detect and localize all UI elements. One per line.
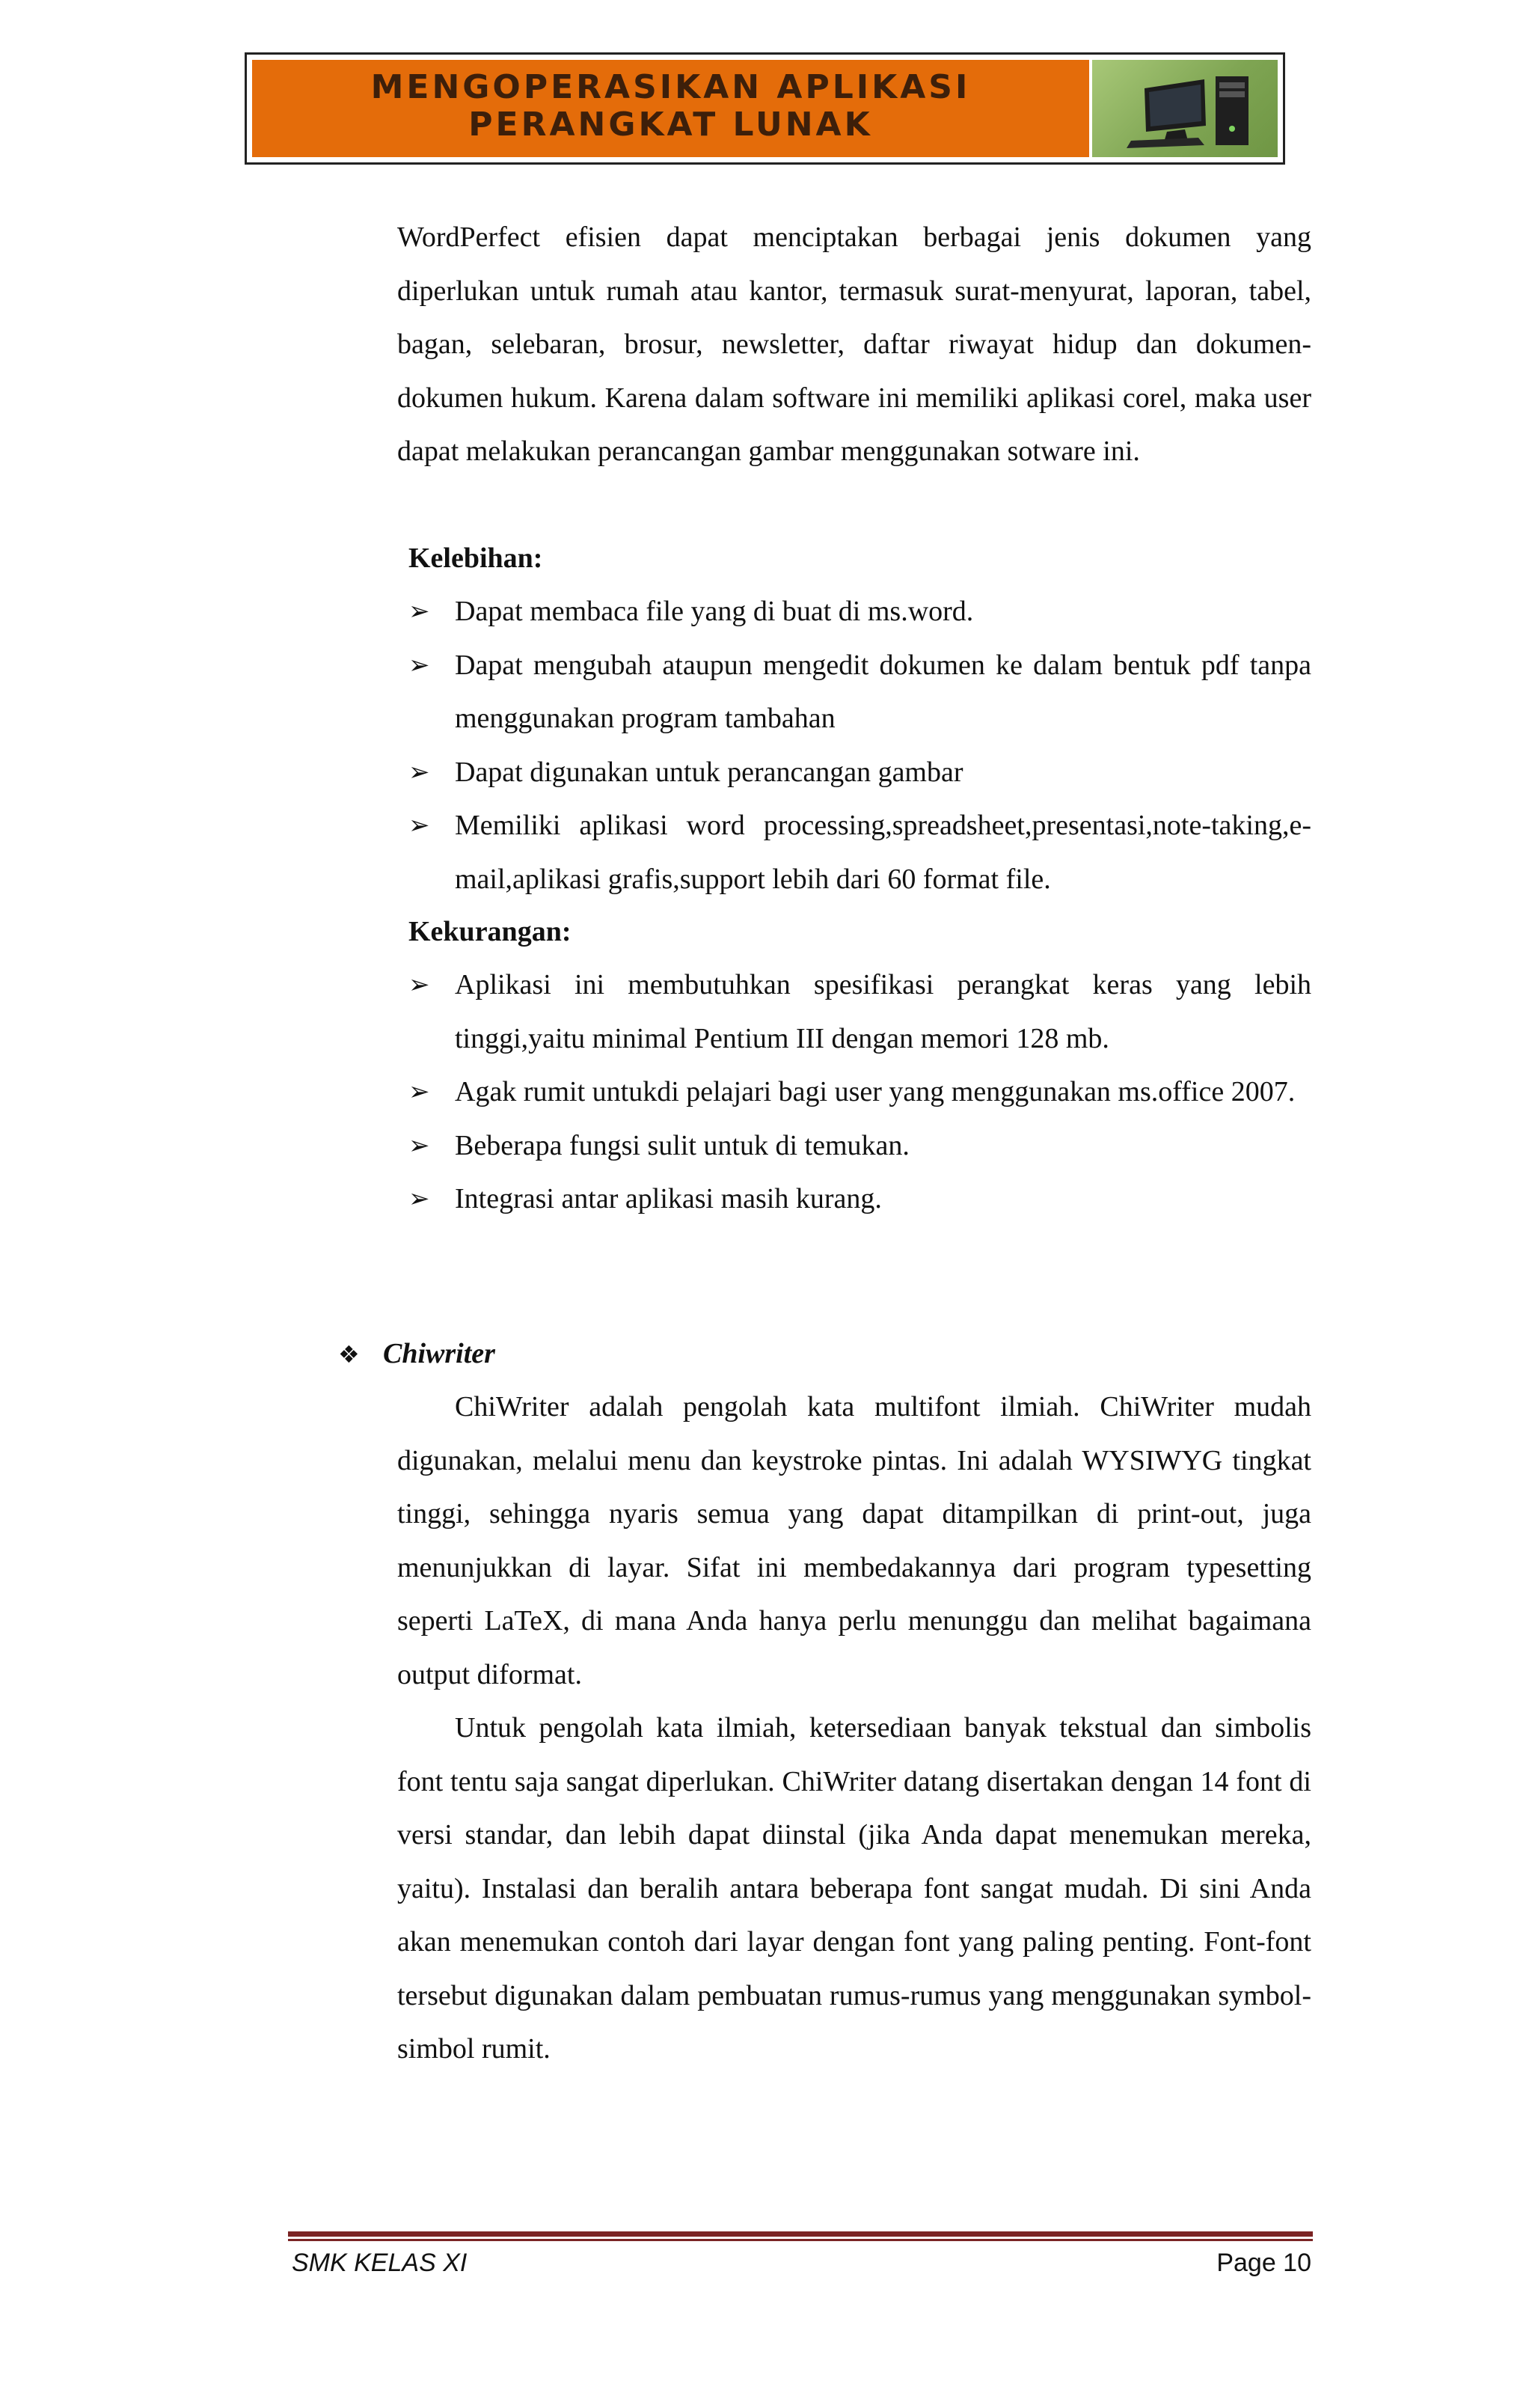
footer-rule [288, 2231, 1313, 2237]
arrow-bullet-icon: ➢ [408, 757, 430, 787]
header-image [1092, 60, 1278, 157]
list-item: ➢ Dapat mengubah ataupun mengedit dokumen ke dalam bentuk pdf tanpa menggunakan program tambahan [408, 639, 1311, 746]
list-item: ➢ Dapat digunakan untuk perancangan gambar [408, 746, 1311, 800]
list-item: ➢ Aplikasi ini membutuhkan spesifikasi perangkat keras yang lebih tinggi,yaitu minimal Pentium III dengan memori 128 mb. [408, 959, 1311, 1066]
page-number: Page 10 [1216, 2249, 1311, 2277]
header-title-box [252, 60, 1089, 157]
list-item: ➢ Dapat membaca file yang di buat di ms.word. [408, 585, 1311, 639]
diamond-bullet-icon: ❖ [338, 1340, 360, 1369]
header-title-line1: MENGOPERASIKAN APLIKASI [370, 68, 971, 106]
arrow-bullet-icon: ➢ [408, 596, 430, 626]
wordperfect-intro-text: WordPerfect efisien dapat menciptakan berbagai jenis dokumen yang diperlukan untuk rumah atau kantor, termasuk surat-menyurat, laporan, tabel, bagan, selebaran, brosur, newsletter, daftar riwayat hidup dan dokumen-dokumen hukum. Karena dalam software ini memiliki aplikasi corel, maka user dapat melakukan perancangan gambar menggunakan sotware ini. [397, 221, 1311, 467]
header-title [252, 69, 1089, 144]
arrow-bullet-icon: ➢ [408, 1184, 430, 1214]
list-item: ➢ Beberapa fungsi sulit untuk di temukan. [408, 1119, 1311, 1173]
arrow-bullet-icon: ➢ [408, 1077, 430, 1107]
arrow-bullet-icon: ➢ [408, 810, 430, 840]
list-item: ➢ Memiliki aplikasi word processing,spreadsheet,presentasi,note-taking,e-mail,aplikasi grafis,support lebih dari 60 format file. [408, 799, 1311, 906]
header-banner [245, 52, 1285, 165]
footer-rule-thin [288, 2239, 1313, 2241]
disadvantages-list [408, 959, 1311, 1226]
chiwriter-body [397, 1381, 1311, 2077]
chiwriter-paragraph-1: ChiWriter adalah pengolah kata multifont ilmiah. ChiWriter mudah digunakan, melalui menu dan keystroke pintas. Ini adalah WYSIWYG tingkat tinggi, sehingga nyaris semua yang dapat ditampilkan di print-out, juga menunjukkan di layar. Sifat ini membedakannya dari program typesetting seperti LaTeX, di mana Anda hanya perlu menunggu dan melihat bagaimana output diformat. [397, 1391, 1311, 1690]
disadvantages-heading: Kekurangan: [408, 916, 572, 947]
wordperfect-intro [397, 211, 1311, 479]
header-title-line2: PERANGKAT LUNAK [468, 106, 873, 144]
footer-class-label: SMK KELAS XI [292, 2249, 468, 2277]
list-item: ➢ Agak rumit untukdi pelajari bagi user yang menggunakan ms.office 2007. [408, 1066, 1311, 1119]
arrow-bullet-icon: ➢ [408, 650, 430, 680]
arrow-bullet-icon: ➢ [408, 1130, 430, 1161]
chiwriter-paragraph-2: Untuk pengolah kata ilmiah, ketersediaan banyak tekstual dan simbolis font tentu saja sangat diperlukan. ChiWriter datang disertakan dengan 14 font di versi standar, dan lebih dapat diinstal (jika Anda dapat menemukan mereka, yaitu). Instalasi dan beralih antara beberapa font sangat mudah. Di sini Anda akan menemukan contoh dari layar dengan font yang paling penting. Font-font tersebut digunakan dalam pembuatan rumus-rumus yang menggunakan symbol-simbol rumit. [397, 1712, 1311, 2065]
chiwriter-title: Chiwriter [383, 1338, 495, 1369]
chiwriter-heading [338, 1327, 495, 1382]
advantages-heading: Kelebihan: [408, 543, 543, 574]
advantages-list [408, 585, 1311, 906]
arrow-bullet-icon: ➢ [408, 970, 430, 1000]
list-item: ➢ Integrasi antar aplikasi masih kurang. [408, 1173, 1311, 1226]
computer-monitor-icon [1092, 60, 1278, 157]
